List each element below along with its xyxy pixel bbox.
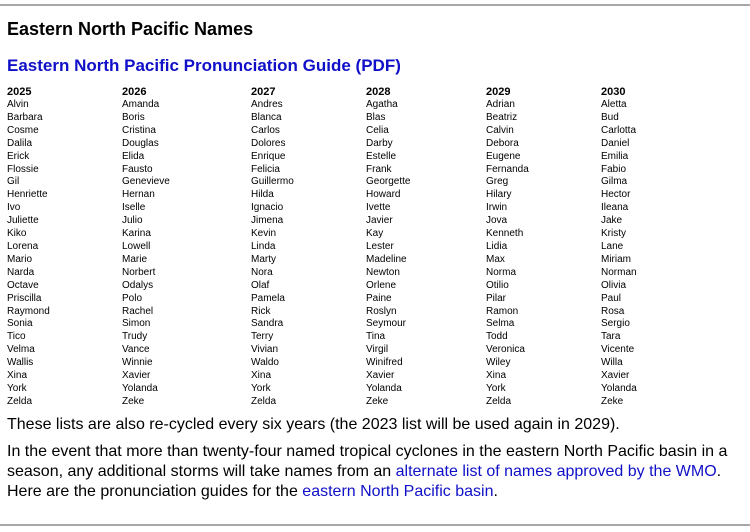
storm-name-cell: Blanca	[251, 111, 282, 123]
names-table	[7, 86, 701, 409]
year-header: 2025	[7, 86, 32, 98]
storm-name-cell: Paine	[366, 292, 392, 304]
storm-name-cell: Kevin	[251, 228, 277, 240]
storm-name-cell: Kay	[366, 228, 384, 240]
storm-name-cell: Aletta	[601, 99, 627, 110]
storm-name-cell: Felicia	[251, 163, 280, 175]
storm-name-cell: Beatriz	[486, 111, 518, 123]
storm-name-cell: York	[251, 382, 271, 394]
storm-name-cell: Xavier	[122, 370, 151, 382]
storm-name-cell: Kristy	[601, 228, 626, 240]
storm-name-cell: Veronica	[486, 344, 525, 356]
storm-name-cell: Xina	[7, 370, 28, 382]
storm-name-cell: Daniel	[601, 137, 630, 149]
table-row	[7, 215, 701, 228]
storm-name-cell: Odalys	[122, 279, 154, 291]
table-row	[7, 176, 701, 189]
year-header: 2026	[122, 86, 147, 98]
storm-name-cell: Olaf	[251, 279, 270, 291]
storm-name-cell: Xina	[486, 370, 507, 382]
storm-name-cell: Seymour	[366, 318, 407, 330]
storm-name-cell: Zelda	[7, 395, 33, 407]
storm-name-cell: Waldo	[251, 357, 279, 369]
storm-name-cell: Guillermo	[251, 176, 294, 188]
storm-name-cell: Ramon	[486, 305, 519, 317]
storm-name-cell: Xavier	[366, 370, 395, 382]
storm-name-cell: Irwin	[486, 202, 508, 214]
storm-name-cell: Priscilla	[7, 292, 42, 304]
pronunciation-guide-link[interactable]: Eastern North Pacific Pronunciation Guide (PDF)	[7, 56, 401, 75]
storm-name-cell: Julio	[122, 215, 143, 227]
year-header: 2029	[486, 86, 511, 98]
year-header-row	[7, 86, 701, 99]
storm-name-cell: Estelle	[366, 150, 397, 162]
storm-name-cell: Erick	[7, 150, 30, 162]
storm-name-cell: Miriam	[601, 253, 631, 265]
storm-name-cell: Tico	[7, 331, 26, 343]
storm-name-cell: Hilda	[251, 189, 274, 201]
storm-name-cell: Cristina	[122, 124, 156, 136]
storm-name-cell: Zeke	[366, 395, 389, 407]
storm-name-cell: Sandra	[251, 318, 284, 330]
storm-name-cell: Paul	[601, 292, 622, 304]
storm-name-cell: Emilia	[601, 150, 629, 162]
storm-name-cell: Andres	[251, 99, 283, 110]
storm-name-cell: Agatha	[366, 99, 398, 110]
storm-name-cell: Norbert	[122, 266, 156, 278]
storm-name-cell: Polo	[122, 292, 143, 304]
table-row	[7, 267, 701, 280]
storm-name-cell: Sonia	[7, 318, 33, 330]
storm-name-cell: Douglas	[122, 137, 159, 149]
storm-name-cell: Calvin	[486, 124, 514, 136]
storm-name-cell: Howard	[366, 189, 401, 201]
storm-name-cell: Hernan	[122, 189, 155, 201]
storm-name-cell: Lorena	[7, 240, 39, 252]
storm-name-cell: Zeke	[601, 395, 624, 407]
extra-names-note	[7, 442, 743, 502]
storm-name-cell: Hector	[601, 189, 631, 201]
storm-name-cell: Dolores	[251, 137, 286, 149]
extra-names-text-start: In the event that more than twenty-four named tropical cyclones in the eastern North Pacific basin in a season, any additional storms will take names from an	[7, 442, 728, 480]
storm-name-cell: Mario	[7, 253, 33, 265]
storm-name-cell: Winifred	[366, 357, 403, 369]
storm-name-cell: Yolanda	[601, 382, 637, 394]
table-row	[7, 254, 701, 267]
storm-name-cell: Javier	[366, 215, 393, 227]
table-row	[7, 99, 701, 112]
storm-name-cell: Yolanda	[366, 382, 402, 394]
storm-name-cell: Adrian	[486, 99, 515, 110]
table-row	[7, 396, 701, 409]
year-header: 2028	[366, 86, 391, 98]
storm-name-cell: Tina	[366, 331, 386, 343]
storm-name-cell: Frank	[366, 163, 392, 175]
storm-name-cell: Madeline	[366, 253, 407, 265]
storm-name-cell: Jake	[601, 215, 623, 227]
storm-name-cell: Lane	[601, 240, 624, 252]
storm-name-cell: Pilar	[486, 292, 507, 304]
storm-name-cell: Winnie	[122, 357, 153, 369]
storm-name-cell: Bud	[601, 111, 619, 123]
extra-names-text-middle: . Here are the pronunciation guides for the	[7, 462, 722, 500]
storm-name-cell: Ivette	[366, 202, 391, 214]
storm-name-cell: Lidia	[486, 240, 508, 252]
storm-name-cell: Rachel	[122, 305, 154, 317]
storm-name-cell: Sergio	[601, 318, 630, 330]
storm-name-cell: Greg	[486, 176, 509, 188]
storm-name-cell: Rosa	[601, 305, 625, 317]
table-row	[7, 189, 701, 202]
table-row	[7, 202, 701, 215]
storm-name-cell: Norman	[601, 266, 637, 278]
storm-name-cell: Carlotta	[601, 124, 637, 136]
table-row	[7, 306, 701, 319]
storm-name-cell: Carlos	[251, 124, 280, 136]
storm-name-cell: Hilary	[486, 189, 512, 201]
storm-name-cell: Flossie	[7, 163, 39, 175]
storm-name-cell: Fabio	[601, 163, 627, 175]
storm-name-cell: Celia	[366, 124, 389, 136]
bottom-divider	[0, 524, 750, 526]
table-row	[7, 318, 701, 331]
storm-name-cell: Linda	[251, 240, 276, 252]
storm-name-cell: Vivian	[251, 344, 279, 356]
storm-name-cell: Raymond	[7, 305, 50, 317]
storm-name-cell: Norma	[486, 266, 517, 278]
storm-name-cell: Gilma	[601, 176, 628, 188]
storm-name-cell: Wallis	[7, 357, 34, 369]
storm-name-cell: Dalila	[7, 137, 33, 149]
storm-name-cell: Terry	[251, 331, 274, 343]
storm-name-cell: Cosme	[7, 124, 39, 136]
storm-name-cell: Iselle	[122, 202, 146, 214]
storm-name-cell: Newton	[366, 266, 400, 278]
storm-name-cell: Kiko	[7, 228, 27, 240]
storm-name-cell: Marty	[251, 253, 276, 265]
storm-name-cell: Elida	[122, 150, 145, 162]
storm-name-cell: Octave	[7, 279, 39, 291]
recycle-note: These lists are also re-cycled every six years (the 2023 list will be used again in 2029).	[7, 415, 620, 433]
table-row	[7, 357, 701, 370]
table-row	[7, 280, 701, 293]
storm-name-cell: Ignacio	[251, 202, 284, 214]
storm-name-cell: Gil	[7, 176, 20, 188]
table-row	[7, 228, 701, 241]
storm-name-cell: Otilio	[486, 279, 509, 291]
table-row	[7, 125, 701, 138]
basin-pronunciation-link[interactable]: eastern North Pacific basin	[302, 482, 494, 500]
page-title: Eastern North Pacific Names	[7, 19, 254, 39]
storm-name-cell: Henriette	[7, 189, 48, 201]
storm-name-cell: Barbara	[7, 111, 43, 123]
storm-name-cell: Genevieve	[122, 176, 170, 188]
storm-name-cell: Amanda	[122, 99, 160, 110]
storm-name-cell: York	[7, 382, 27, 394]
storm-name-cell: Alvin	[7, 99, 29, 110]
table-row	[7, 112, 701, 125]
storm-name-cell: Darby	[366, 137, 393, 149]
storm-name-cell: Lester	[366, 240, 394, 252]
storm-name-cell: Willa	[601, 357, 623, 369]
storm-name-cell: Ivo	[7, 202, 21, 214]
table-row	[7, 293, 701, 306]
storm-name-cell: Tara	[601, 331, 621, 343]
table-row	[7, 370, 701, 383]
table-row	[7, 164, 701, 177]
year-header: 2030	[601, 86, 626, 98]
storm-name-cell: Velma	[7, 344, 35, 356]
storm-name-cell: Wiley	[486, 357, 511, 369]
table-row	[7, 138, 701, 151]
storm-name-cell: Olivia	[601, 279, 627, 291]
storm-name-cell: Eugene	[486, 150, 521, 162]
storm-name-cell: Karina	[122, 228, 151, 240]
storm-name-cell: Zeke	[122, 395, 145, 407]
table-row	[7, 151, 701, 164]
storm-name-cell: Todd	[486, 331, 508, 343]
alternate-names-link[interactable]: alternate list of names approved by the WMO	[395, 462, 717, 480]
storm-name-cell: Virgil	[366, 344, 389, 356]
storm-name-cell: Boris	[122, 111, 145, 123]
storm-name-cell: Roslyn	[366, 305, 397, 317]
table-row	[7, 344, 701, 357]
storm-name-cell: Trudy	[122, 331, 148, 343]
storm-name-cell: Marie	[122, 253, 148, 265]
storm-name-cell: Selma	[486, 318, 515, 330]
storm-name-cell: Debora	[486, 137, 519, 149]
storm-name-cell: Fausto	[122, 163, 153, 175]
storm-name-cell: Enrique	[251, 150, 286, 162]
storm-name-cell: Nora	[251, 266, 273, 278]
storm-name-cell: Rick	[251, 305, 271, 317]
storm-name-cell: Simon	[122, 318, 151, 330]
storm-name-cell: Xina	[251, 370, 272, 382]
table-row	[7, 241, 701, 254]
storm-name-cell: Narda	[7, 266, 35, 278]
storm-name-cell: Fernanda	[486, 163, 529, 175]
storm-name-cell: Orlene	[366, 279, 397, 291]
storm-name-cell: Max	[486, 253, 505, 265]
storm-name-cell: Xavier	[601, 370, 630, 382]
storm-name-cell: Vicente	[601, 344, 635, 356]
storm-name-cell: York	[486, 382, 506, 394]
top-divider	[0, 4, 750, 6]
storm-name-cell: Blas	[366, 111, 386, 123]
year-header: 2027	[251, 86, 276, 98]
storm-name-cell: Juliette	[7, 215, 39, 227]
storm-name-cell: Jova	[486, 215, 508, 227]
table-row	[7, 383, 701, 396]
storm-name-cell: Yolanda	[122, 382, 158, 394]
storm-name-cell: Georgette	[366, 176, 411, 188]
table-row	[7, 331, 701, 344]
storm-name-cell: Lowell	[122, 240, 151, 252]
storm-name-cell: Zelda	[251, 395, 277, 407]
main-content	[7, 18, 743, 502]
storm-name-cell: Pamela	[251, 292, 285, 304]
storm-name-cell: Kenneth	[486, 228, 524, 240]
storm-name-cell: Zelda	[486, 395, 512, 407]
storm-name-cell: Ileana	[601, 202, 629, 214]
names-table-body	[7, 99, 701, 409]
storm-name-cell: Jimena	[251, 215, 284, 227]
storm-name-cell: Vance	[122, 344, 150, 356]
extra-names-text-end: .	[493, 482, 498, 500]
